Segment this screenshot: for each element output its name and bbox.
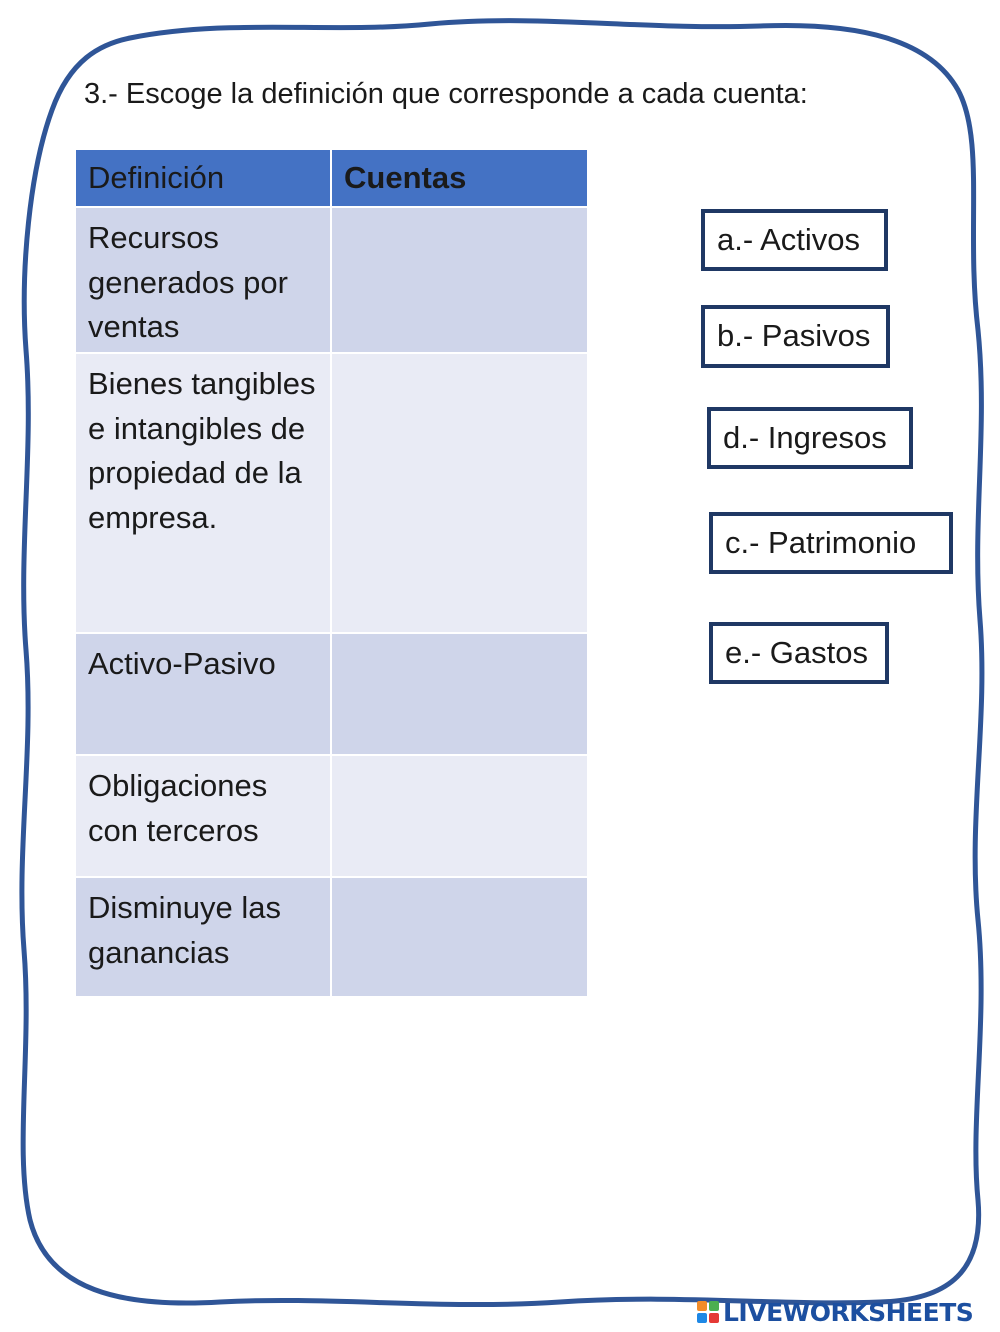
table-row <box>75 353 588 633</box>
table-row <box>75 633 588 755</box>
table-row <box>75 877 588 997</box>
liveworksheets-logo-icon <box>697 1301 719 1323</box>
table-row <box>75 755 588 877</box>
option-patrimonio[interactable]: c.- Patrimonio <box>709 512 953 574</box>
header-cuentas: Cuentas <box>331 149 588 207</box>
answer-drop-cell[interactable] <box>331 755 588 877</box>
answer-drop-cell[interactable] <box>331 633 588 755</box>
definition-cell: Obligaciones con terceros <box>75 755 331 877</box>
answer-drop-cell[interactable] <box>331 353 588 633</box>
table-row <box>75 207 588 353</box>
definition-cell: Activo-Pasivo <box>75 633 331 755</box>
definition-cell: Bienes tangibles e intangibles de propiedad de la empresa. <box>75 353 331 633</box>
definition-cell: Recursos generados por ventas <box>75 207 331 353</box>
instruction-text: 3.- Escoge la definición que corresponde a cada cuenta: <box>84 78 808 110</box>
header-definicion: Definición <box>75 149 331 207</box>
answer-drop-cell[interactable] <box>331 877 588 997</box>
definition-cell: Disminuye las ganancias <box>75 877 331 997</box>
liveworksheets-watermark <box>697 1296 973 1328</box>
watermark-text: LIVEWORKSHEETS <box>723 1297 974 1327</box>
table-header-row <box>75 149 588 207</box>
answer-drop-cell[interactable] <box>331 207 588 353</box>
definitions-table <box>74 148 589 998</box>
option-activos[interactable]: a.- Activos <box>701 209 888 271</box>
option-ingresos[interactable]: d.- Ingresos <box>707 407 913 469</box>
option-pasivos[interactable]: b.- Pasivos <box>701 305 890 368</box>
option-gastos[interactable]: e.- Gastos <box>709 622 889 684</box>
